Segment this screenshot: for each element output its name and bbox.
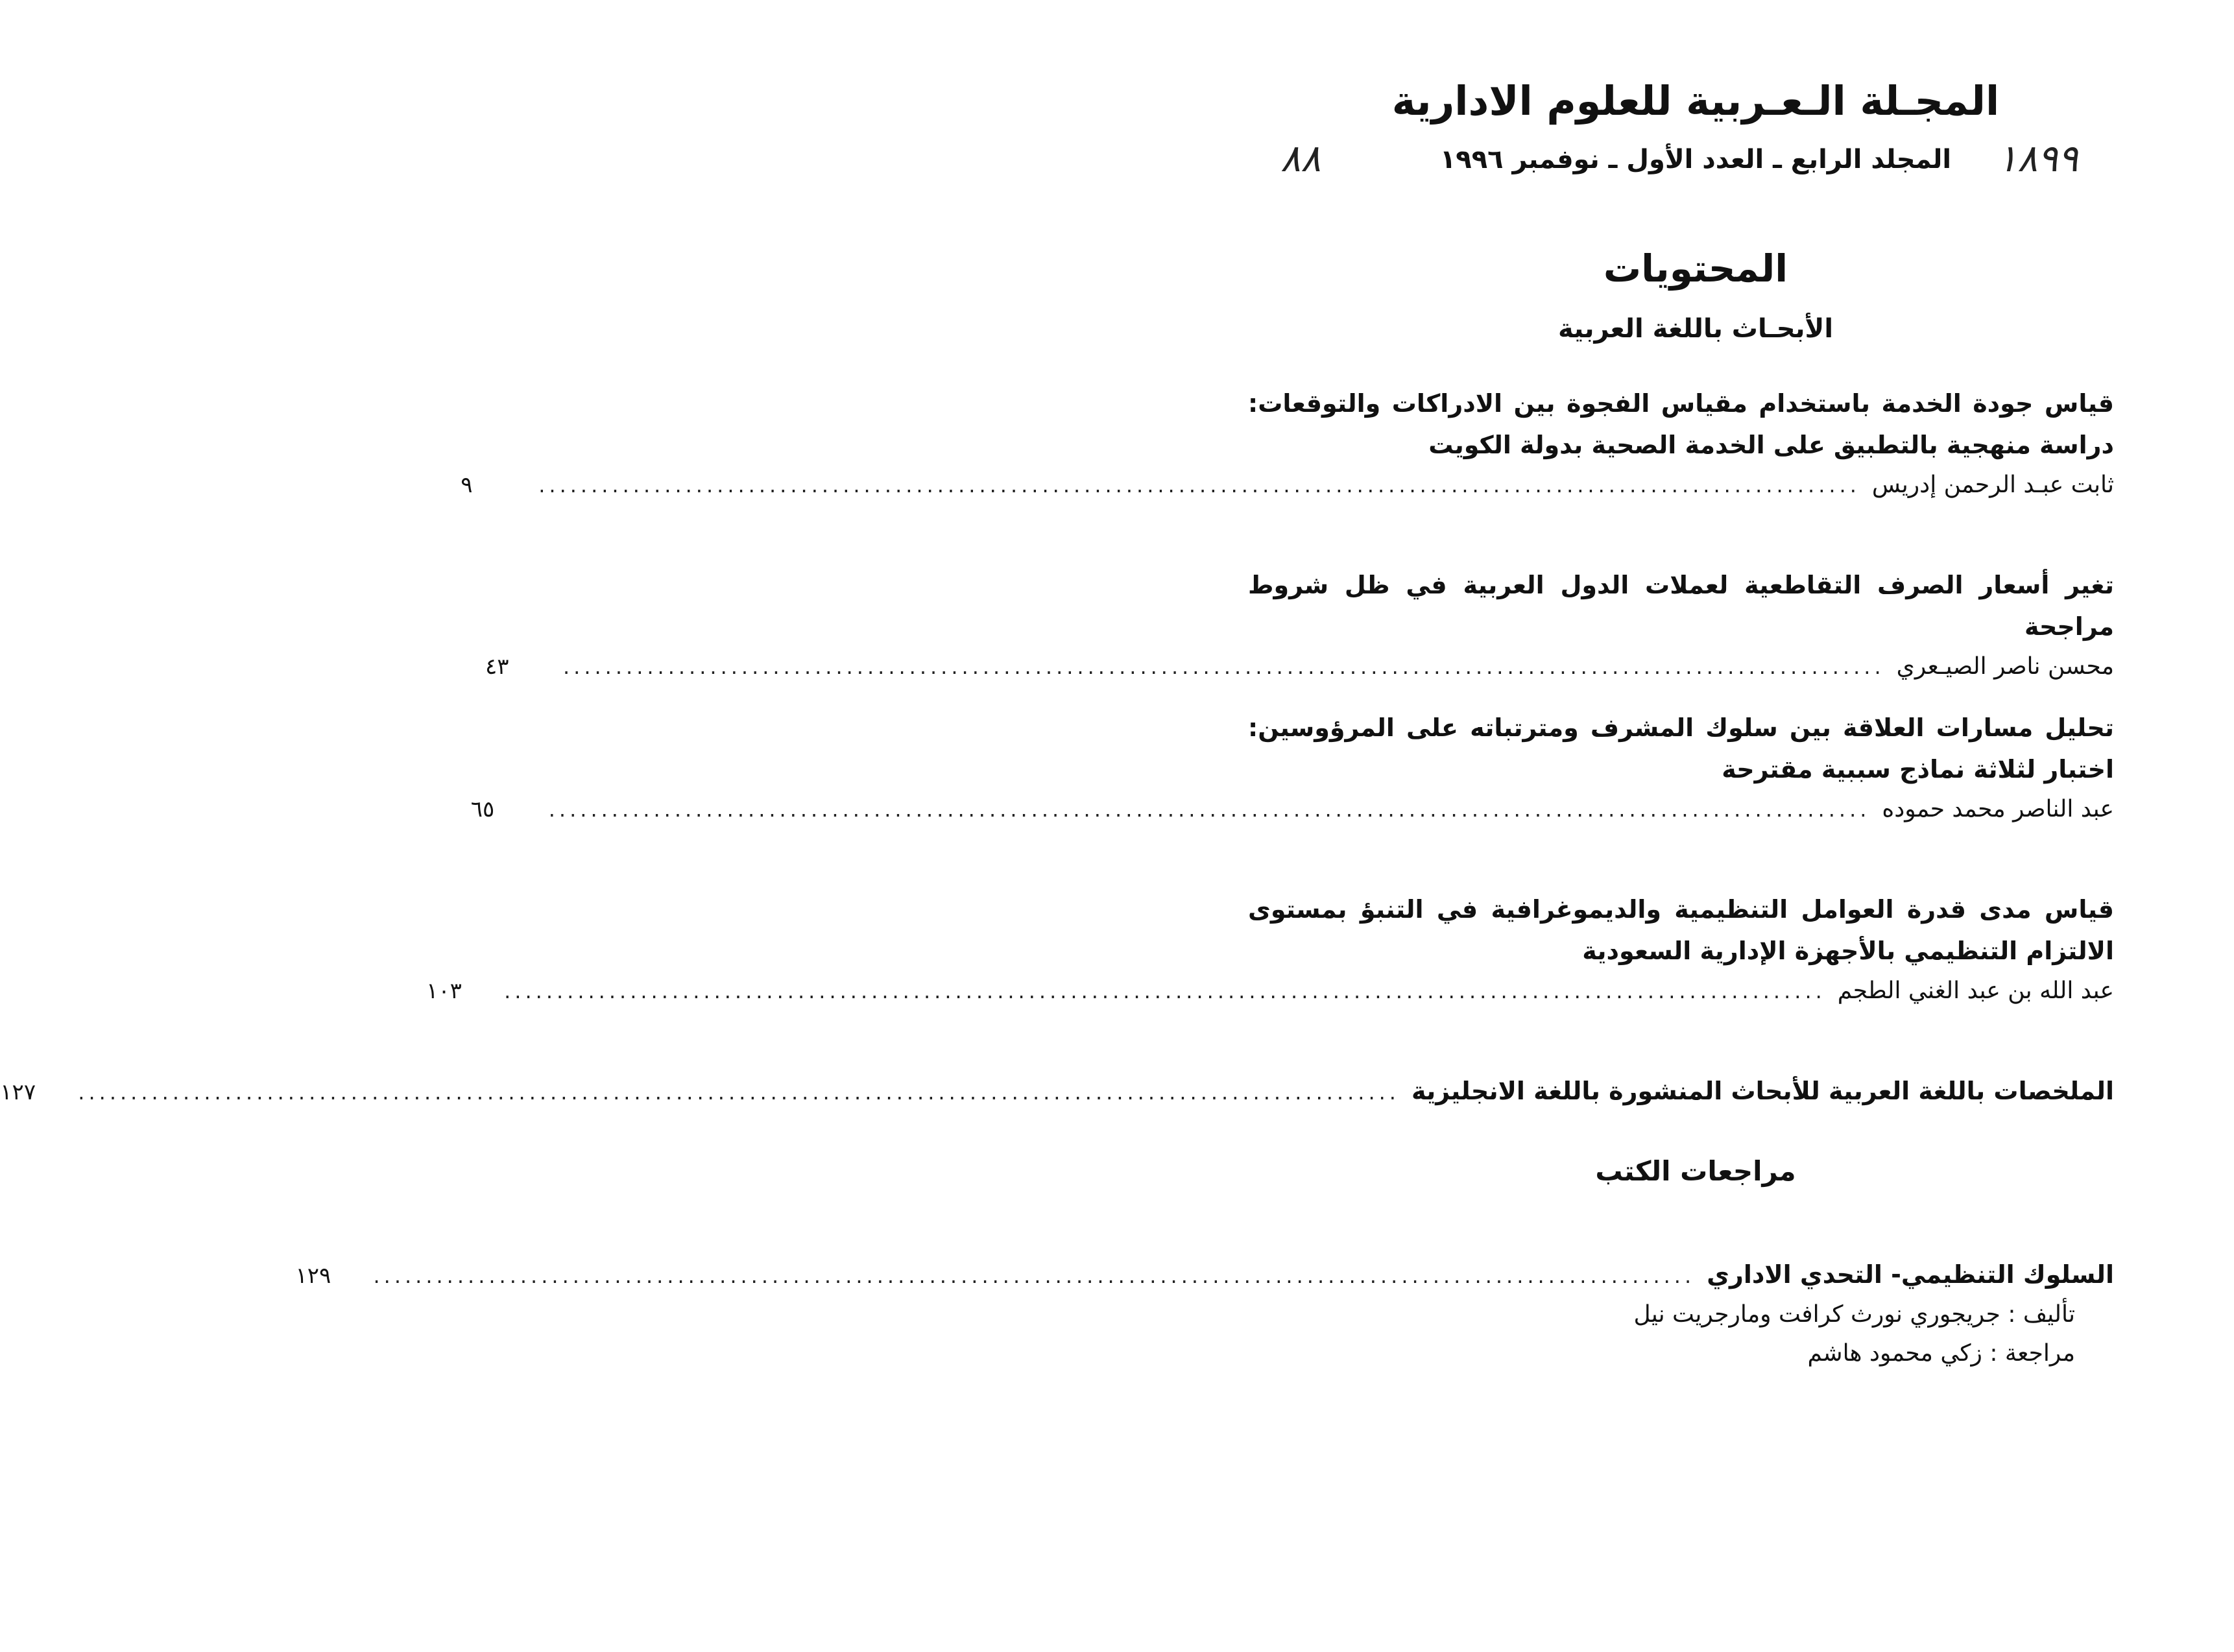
entry-page-number: ١٠٣ <box>426 978 462 1004</box>
entry-author-line <box>485 647 2114 686</box>
leader-dots: .............................................................................................................................. <box>548 797 1871 822</box>
leader-dots: .............................................................................................................................. <box>78 1080 1400 1105</box>
book-review-authors: تأليف : جريجوري نورث كرافت ومارجريت نيل <box>1633 1301 2075 1328</box>
section-title-arabic-research: الأبحـاث باللغة العربية <box>1557 314 1834 344</box>
toc-entry[interactable] <box>426 889 2114 1011</box>
entry-author: عبد الله بن عبد الغني الطجم <box>1837 977 2114 1004</box>
entry-author: عبد الناصر محمد حموده <box>1882 796 2114 822</box>
toc-entry-summaries[interactable] <box>0 1071 2114 1112</box>
entry-author-line <box>461 466 2114 505</box>
entry-author-line <box>470 790 2114 829</box>
entry-title: تحليل مسارات العلاقة بين سلوك المشرف ومترتباته على المرؤوسين: اختبار لثلاثة نماذج سببية مقترحة <box>1248 713 2114 784</box>
entry-title: تغير أسعار الصرف التقاطعية لعملات الدول العربية في ظل شروط مراجحة <box>1248 571 2114 641</box>
toc-entry[interactable] <box>485 564 2114 686</box>
contents-title: المحتويات <box>1603 246 1788 291</box>
leader-dots: .............................................................................................................................. <box>373 1263 1696 1288</box>
toc-entry[interactable] <box>470 707 2114 829</box>
handwritten-note-left: ٨٨ <box>1280 136 1321 180</box>
entry-page-number: ٩ <box>461 472 473 498</box>
entry-author-line <box>426 972 2114 1011</box>
entry-title: قياس مدى قدرة العوامل التنظيمية والديموغرافية في التنبؤ بمستوى الالتزام التنظيمي بالأجهزة الإدارية السعودية <box>1248 895 2114 965</box>
leader-dots: .............................................................................................................................. <box>538 473 1860 497</box>
book-review-reviewer: مراجعة : زكي محمود هاشم <box>1807 1340 2075 1367</box>
handwritten-note-right: ١٨٩٩ <box>1997 136 2078 180</box>
summaries-label: الملخصات باللغة العربية للأبحاث المنشورة باللغة الانجليزية <box>1411 1077 2114 1105</box>
entry-page-number: ٤٣ <box>485 654 509 680</box>
entry-author: ثابت عبـد الرحمن إدريس <box>1871 472 2114 498</box>
entry-page-number: ١٢٧ <box>0 1079 36 1105</box>
leader-dots: .............................................................................................................................. <box>562 654 1885 679</box>
toc-entry-book-review[interactable] <box>295 1255 2114 1373</box>
entry-page-number: ١٢٩ <box>295 1263 331 1289</box>
toc-entry[interactable] <box>461 383 2114 505</box>
book-review-title: السلوك التنظيمي- التحدي الاداري <box>1707 1260 2114 1289</box>
book-reviews-title: مراجعات الكتب <box>1595 1155 1796 1187</box>
book-review-line <box>295 1255 2114 1295</box>
entry-author: محسن ناصر الصيـعري <box>1896 653 2114 680</box>
entry-title: قياس جودة الخدمة باستخدام مقياس الفجوة بين الادراكات والتوقعات: دراسة منهجية بالتطبيق على الخدمة الصحية بدولة الكويت <box>1248 389 2114 459</box>
leader-dots: .............................................................................................................................. <box>504 979 1826 1003</box>
journal-title: المجـلة الـعـربية للعلوم الادارية <box>1391 77 2000 125</box>
issue-line: المجلد الرابع ـ العدد الأول ـ نوفمبر ١٩٩٦ <box>1439 145 1952 174</box>
summaries-line <box>0 1071 2114 1112</box>
entry-page-number: ٦٥ <box>470 796 495 822</box>
